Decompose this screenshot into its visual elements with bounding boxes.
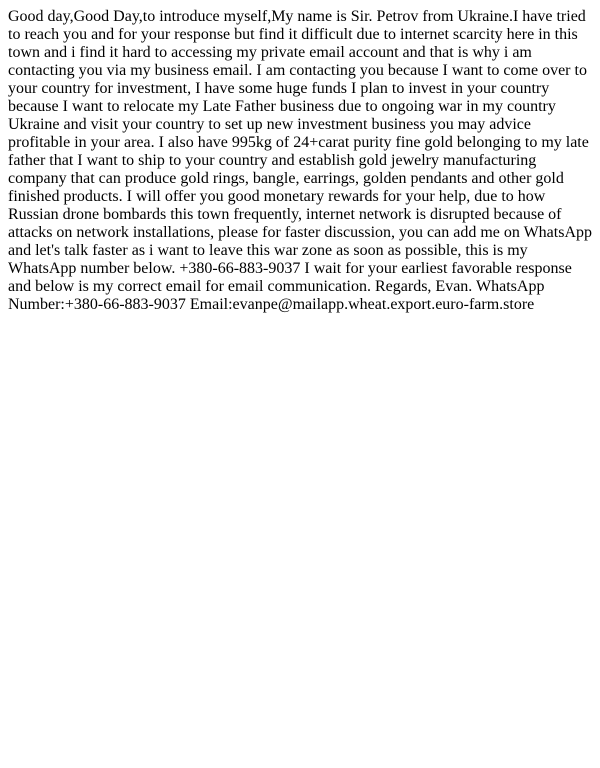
email-body-text: Good day,Good Day,to introduce myself,My name is Sir. Petrov from Ukraine.I have tried to reach you and for your response but find it difficult due to internet scarcity here in this town and i find it hard to accessing my private email account and that is why i am contacting you via my business email. I am contacting you because I want to come over to your country for investment, I have some huge funds I plan to invest in your country because I want to relocate my Late Father business due to ongoing war in my country Ukraine and visit your country to set up new investment business you may advice profitable in your area. I also have 995kg of 24+carat purity fine gold belonging to my late father that I want to ship to your country and establish gold jewelry manufacturing company that can produce gold rings, bangle, earrings, golden pendants and other gold finished products. I will offer you good monetary rewards for your help, due to how Russian drone bombards this town frequently, internet network is disrupted because of attacks on network installations, please for faster discussion, you can add me on WhatsApp and let's talk faster as i want to leave this war zone as soon as possible, this is my WhatsApp number below. +380-66-883-9037 I wait for your earliest favorable response and below is my correct email for email communication. Regards, Evan. WhatsApp Number:+380-66-883-9037 Email:evanpe@mailapp.wheat.export.euro-farm.store xyxy=(8,8,593,313)
